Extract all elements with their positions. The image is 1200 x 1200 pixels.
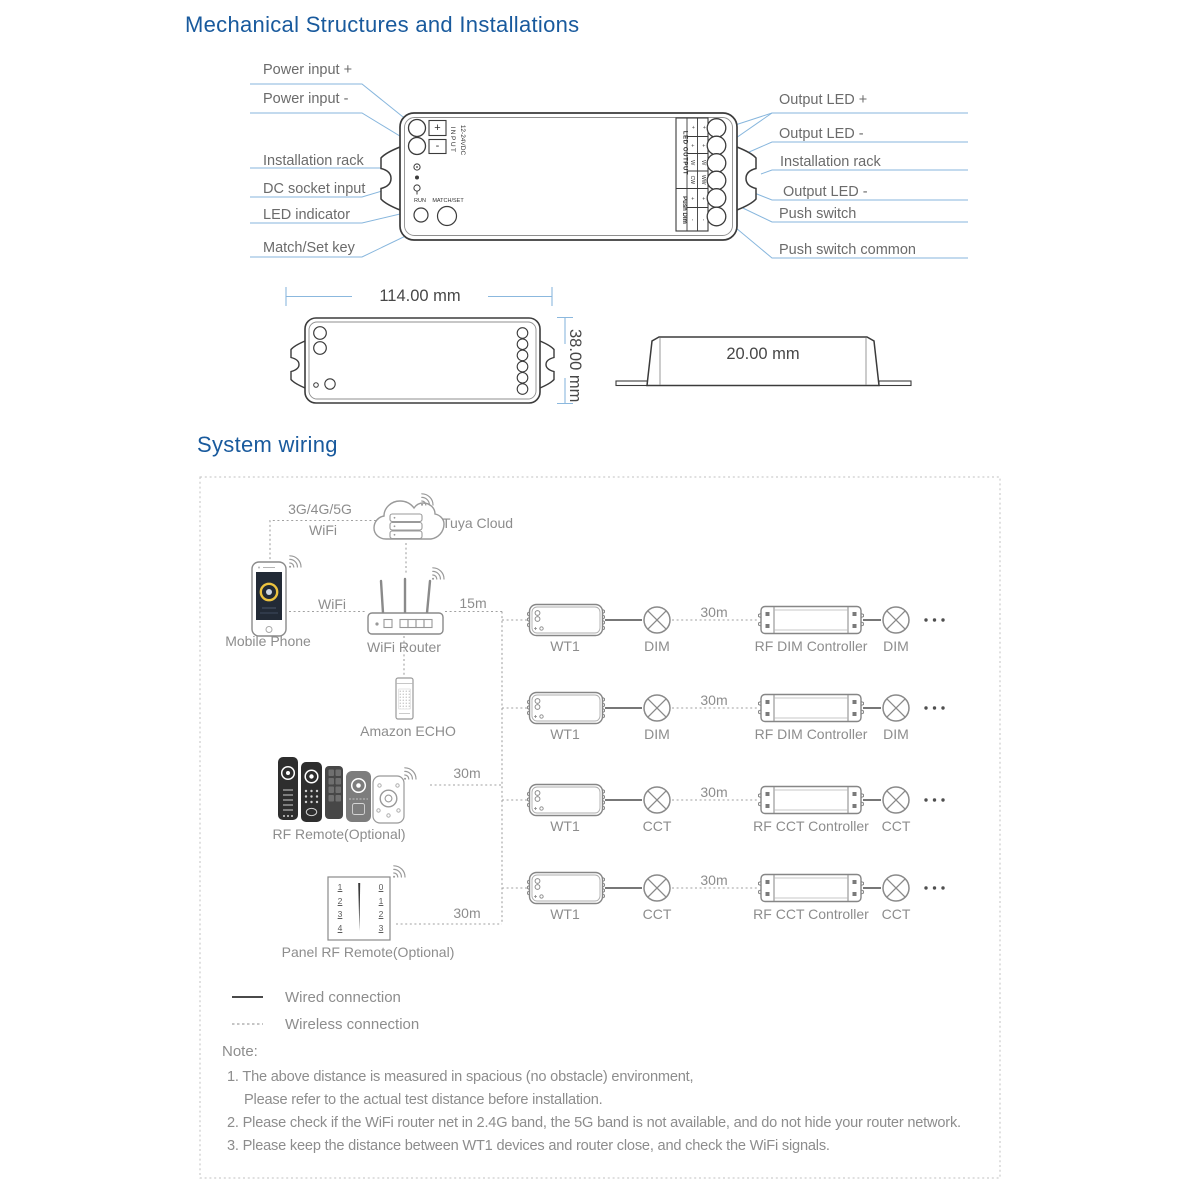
wifi-signal-icon <box>289 556 301 568</box>
wifi-signal-icon <box>432 568 444 580</box>
wt1-label: WT1 <box>550 818 580 834</box>
label-installation-rack-left: Installation rack <box>263 153 364 169</box>
terminal-cell: - <box>699 218 706 221</box>
network-label-line1: 3G/4G/5G <box>288 501 352 517</box>
lamp-label: CCT <box>881 906 911 922</box>
terminal-cell: W <box>699 159 706 165</box>
note-line: 1. The above distance is measured in spacious (no obstacle) environment, <box>227 1069 694 1085</box>
panel-key: 2 <box>337 895 343 906</box>
label-led-indicator: LED indicator <box>263 207 351 223</box>
panel-key: 1 <box>378 895 384 906</box>
rf-remote-label: RF Remote(Optional) <box>272 826 406 842</box>
terminal-cell: CW <box>689 175 696 184</box>
row-distance-label: 30m <box>700 872 728 888</box>
phone-wifi-label: WiFi <box>318 596 346 612</box>
wt1-label: WT1 <box>550 906 580 922</box>
row-distance-label: 30m <box>700 692 728 708</box>
legend-wired-label: Wired connection <box>285 989 401 1006</box>
dimension-top-view <box>291 318 554 403</box>
controller-label: RF DIM Controller <box>754 726 868 742</box>
dimension-width: 114.00 mm <box>379 287 461 305</box>
lamp-label: CCT <box>881 818 911 834</box>
panel-distance-label: 30m <box>453 905 481 921</box>
wifi-router-icon <box>368 579 443 634</box>
lamp-label: DIM <box>644 726 670 742</box>
wired-connections <box>605 620 881 888</box>
label-push-switch-common: Push switch common <box>779 242 916 258</box>
wt1-label: WT1 <box>550 638 580 654</box>
input-plus-terminal: + <box>434 121 441 134</box>
label-output-led-minus-1: Output LED - <box>779 126 864 142</box>
terminal-cell: + <box>699 125 706 129</box>
run-led-label: RUN <box>414 198 426 204</box>
dimension-height: 38.00 mm <box>566 329 584 403</box>
label-dc-socket-input: DC socket input <box>263 181 366 197</box>
label-power-input-plus: Power input + <box>263 62 353 78</box>
label-installation-rack-right: Installation rack <box>780 154 881 170</box>
controller-label: RF CCT Controller <box>753 818 869 834</box>
note-line: 2. Please check if the WiFi router net in 2.4G band, the 5G band is not available, and do not hide your router network. <box>227 1115 961 1131</box>
mobile-phone-icon <box>252 562 286 636</box>
tuya-cloud-icon <box>374 501 444 539</box>
input-minus-terminal: - <box>435 139 440 152</box>
terminal-cell: + <box>689 125 696 129</box>
legend-wireless-label: Wireless connection <box>285 1016 420 1033</box>
input-label-text: INPUT <box>449 126 456 154</box>
panel-remote-label: Panel RF Remote(Optional) <box>281 944 455 960</box>
lamp-label: CCT <box>642 818 672 834</box>
lamp-label: DIM <box>644 638 670 654</box>
section-title-mechanical: Mechanical Structures and Installations <box>185 12 580 37</box>
panel-key: 3 <box>337 909 343 919</box>
wifi-signal-icon <box>404 768 416 780</box>
input-voltage-marking <box>445 114 467 166</box>
panel-key: 0 <box>378 882 384 892</box>
terminal-cell: WW <box>699 175 706 185</box>
note-line: Please refer to the actual test distance before installation. <box>244 1092 603 1108</box>
network-label-line2: WiFi <box>309 522 337 538</box>
lamp-label: CCT <box>642 906 672 922</box>
row-distance-label: 30m <box>700 784 728 800</box>
wifi-router-label: WiFi Router <box>367 639 441 655</box>
wt1-label: WT1 <box>550 726 580 742</box>
controller-label: RF CCT Controller <box>753 906 869 922</box>
section-title-wiring: System wiring <box>197 432 338 457</box>
note-line: 3. Please keep the distance between WT1 devices and router close, and check the WiFi signals. <box>227 1138 830 1154</box>
label-output-led-minus-2: Output LED - <box>783 184 868 200</box>
panel-key: 3 <box>378 922 384 933</box>
rf-remote-icons <box>278 757 404 823</box>
push-dim-marking: Push Dim <box>681 196 687 224</box>
label-match-set-key: Match/Set key <box>263 240 355 256</box>
row-distance-label: 30m <box>700 604 728 620</box>
terminal-cell: + <box>699 196 706 200</box>
lamp-label: DIM <box>883 726 909 742</box>
panel-key: 1 <box>337 882 343 892</box>
terminal-cell: + <box>699 143 706 147</box>
label-power-input-minus: Power input - <box>263 91 349 107</box>
match-set-label: MATCH/SET <box>432 198 464 204</box>
terminal-cell: + <box>689 143 696 147</box>
panel-key: 2 <box>378 909 384 919</box>
terminal-cell: W <box>689 159 696 165</box>
rf-remote-distance-label: 30m <box>453 765 481 781</box>
terminal-cell: - <box>689 218 696 221</box>
wifi-signal-icon <box>393 866 405 878</box>
label-push-switch: Push switch <box>779 206 857 222</box>
input-voltage-text: 12-24VDC <box>459 124 466 156</box>
wireless-connections <box>270 521 757 925</box>
amazon-echo-label: Amazon ECHO <box>360 723 456 739</box>
panel-key: 4 <box>337 922 343 933</box>
dimension-depth: 20.00 mm <box>713 345 813 364</box>
note-title: Note: <box>222 1043 258 1060</box>
label-output-led-plus: Output LED + <box>779 92 868 108</box>
router-distance-label: 15m <box>459 595 487 611</box>
lamp-label: DIM <box>883 638 909 654</box>
tuya-cloud-label: Tuya Cloud <box>442 515 514 531</box>
controller-label: RF DIM Controller <box>754 638 868 654</box>
led-output-marking: LED OUTPUT <box>681 130 688 176</box>
mobile-phone-label: Mobile Phone <box>225 633 311 649</box>
amazon-echo-icon <box>396 678 413 719</box>
terminal-cell: + <box>689 196 696 200</box>
